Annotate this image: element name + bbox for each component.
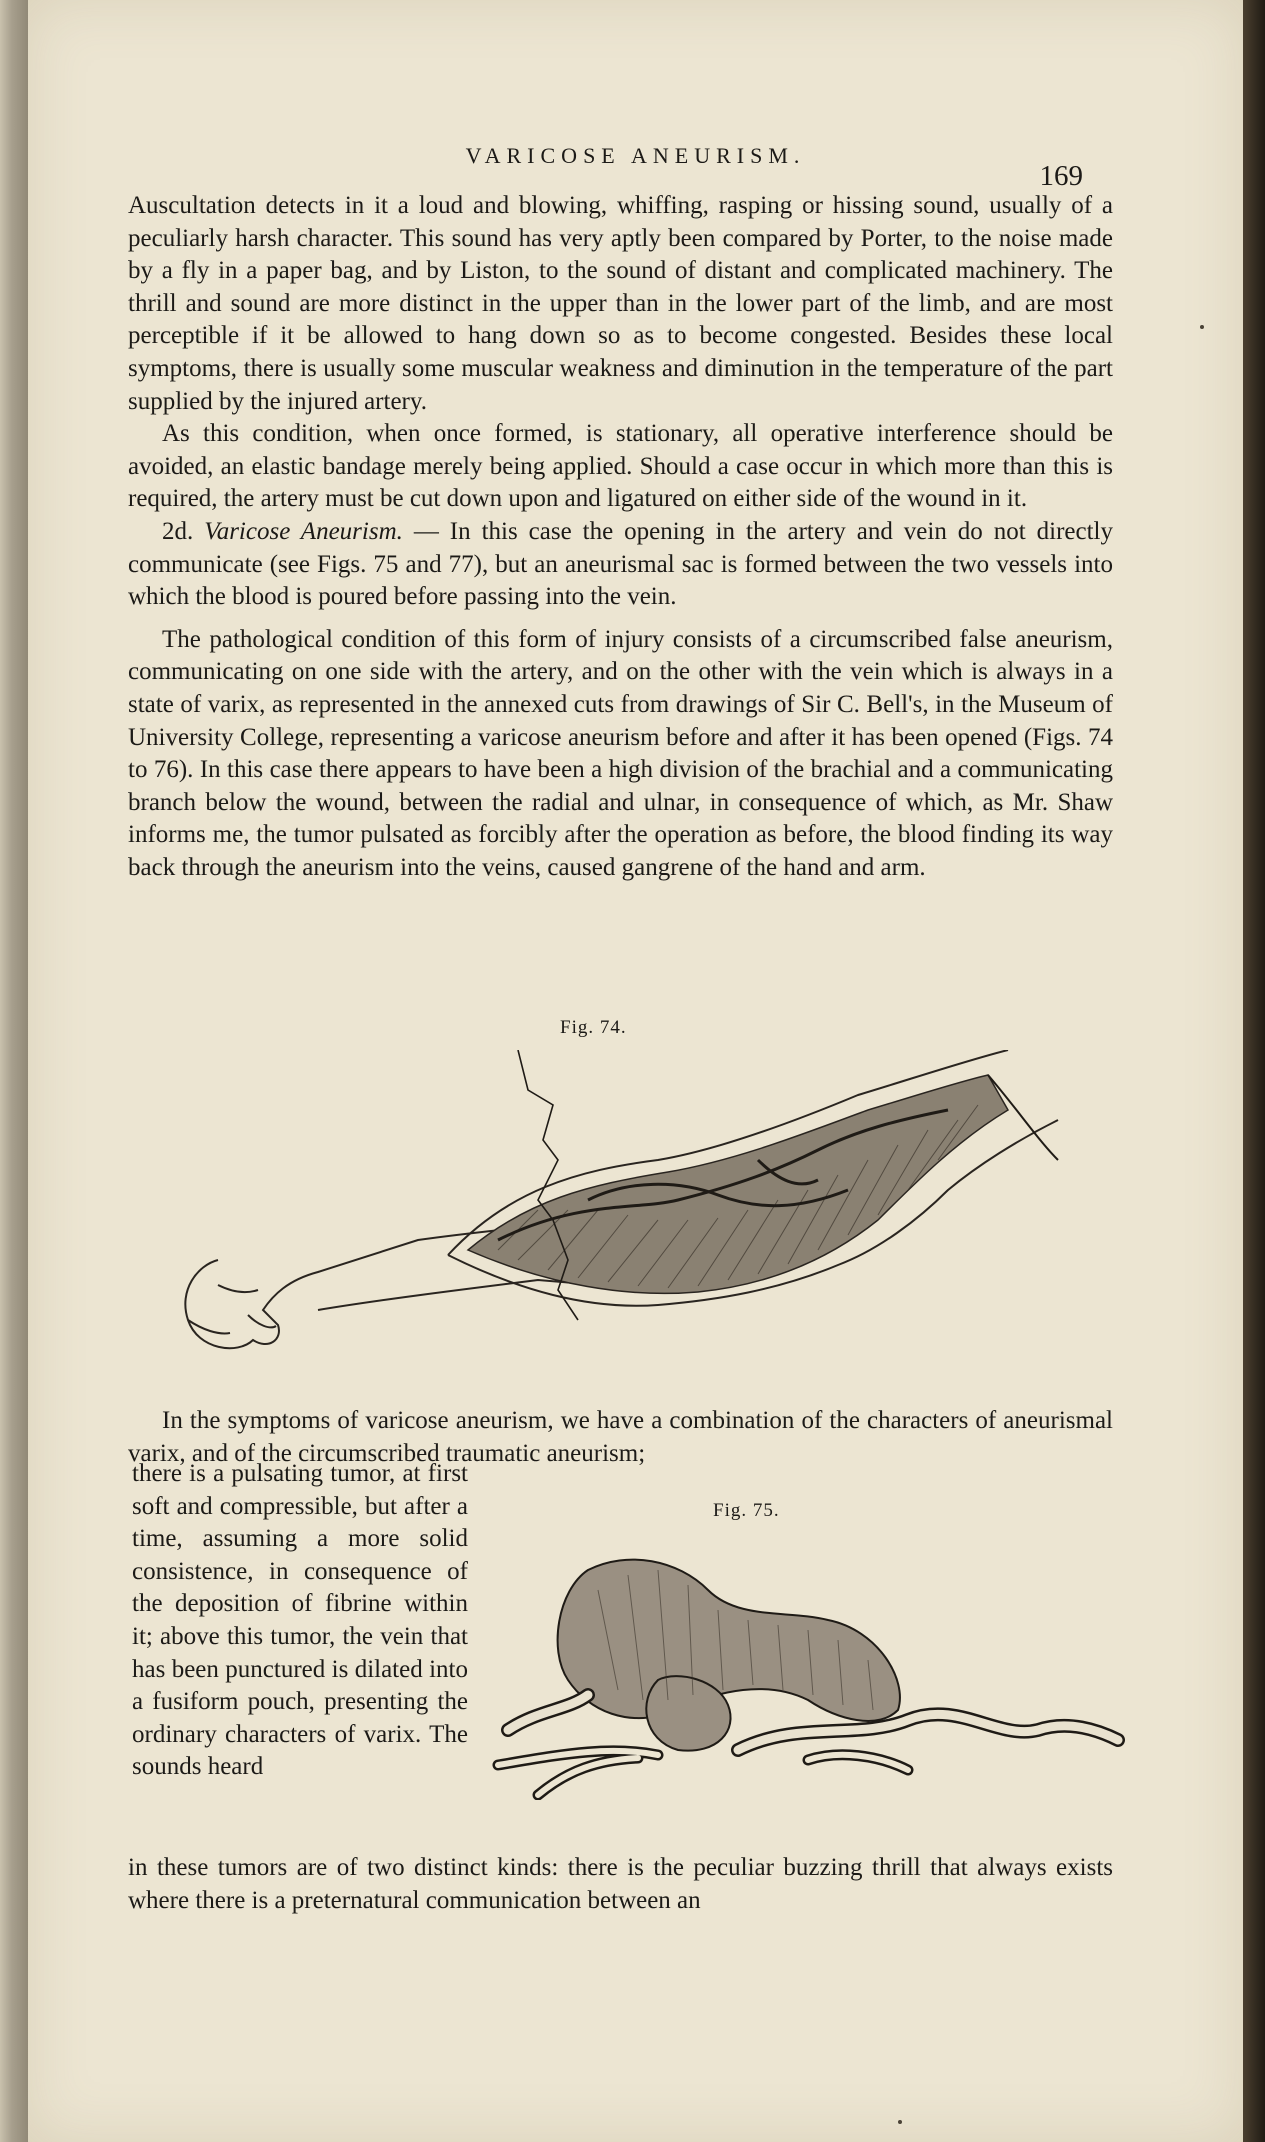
paragraph-sounds-continued: in these tumors are of two distinct kinds: there is the peculiar buzzing thrill that always exists where there is a preternatural communication between an — [128, 1854, 1113, 1914]
book-page — [28, 0, 1247, 2142]
paragraph-varicose-heading — [128, 516, 1113, 614]
paragraph-symptoms: In the symptoms of varicose aneurism, we have a combination of the characters of aneurismal varix, and of the circumscribed traumatic aneurism; — [128, 1407, 1113, 1467]
figure-75-vessel-engraving — [478, 1530, 1128, 1800]
section-title: Varicose Aneurism. — [204, 517, 403, 545]
page-number: 169 — [1039, 160, 1083, 192]
paper-speck — [898, 2120, 902, 2124]
section-text: — In this case the opening in the artery and vein do not directly communicate (see Figs. 75 and 77), but an aneurismal sac is formed between the two vessels into which the blood is poured before passing into the vein. — [128, 517, 1113, 611]
body-text-upper — [128, 190, 1113, 884]
figure-74-caption: Fig. 74. — [560, 1017, 627, 1038]
paper-speck — [1200, 325, 1204, 329]
figure-74-arm-engraving — [158, 1050, 1078, 1380]
running-head: VARICOSE ANEURISM. — [465, 143, 806, 168]
paragraph-auscultation: Auscultation detects in it a loud and blowing, whiffing, rasping or hissing sound, usually of a peculiarly harsh character. This sound has very aptly been compared by Porter, to the noise made by a fly in a paper bag, and by Liston, to the sound of distant and complicated machinery. The thrill and sound are more distinct in the upper than in the lower part of the limb, and are most perceptible if it be allowed to hang down so as to become congested. Besides these local symptoms, there is usually some muscular weakness and diminution in the temperature of the part supplied by the injured artery. — [128, 192, 1113, 415]
figure-75-caption: Fig. 75. — [713, 1500, 780, 1521]
wrapped-text-column: there is a pulsating tumor, at first soft and compressible, but after a time, assuming a more solid consistence, in consequence of the deposition of fibrine within it; above this tumor, the vein that has been punctured is dilated into a fusiform pouch, presenting the ordinary characters of varix. The sounds heard — [132, 1460, 468, 1781]
paragraph-pathological: The pathological condition of this form of injury consists of a circumscribed false aneurism, communicating on one side with the artery, and on the other with the vein which is always in a state of varix, as represented in the annexed cuts from drawings of Sir C. Bell's, in the Museum of University College, representing a varicose aneurism before and after it has been opened (Figs. 74 to 76). In this case there appears to have been a high division of the brachial and a communicating branch below the wound, between the radial and ulnar, in consequence of which, as Mr. Shaw informs me, the tumor pulsated as forcibly after the operation as before, the blood finding its way back through the aneurism into the veins, caused gangrene of the hand and arm. — [128, 625, 1113, 881]
section-number: 2d. — [162, 517, 205, 545]
paragraph-stationary: As this condition, when once formed, is stationary, all operative interference should be avoided, an elastic bandage merely being applied. Should a case occur in which more than this is required, the artery must be cut down upon and ligatured on either side of the wound in it. — [128, 420, 1113, 513]
scan-right-edge — [1243, 0, 1265, 2142]
body-text-tail — [128, 1852, 1113, 1917]
binding-edge — [0, 0, 30, 2142]
